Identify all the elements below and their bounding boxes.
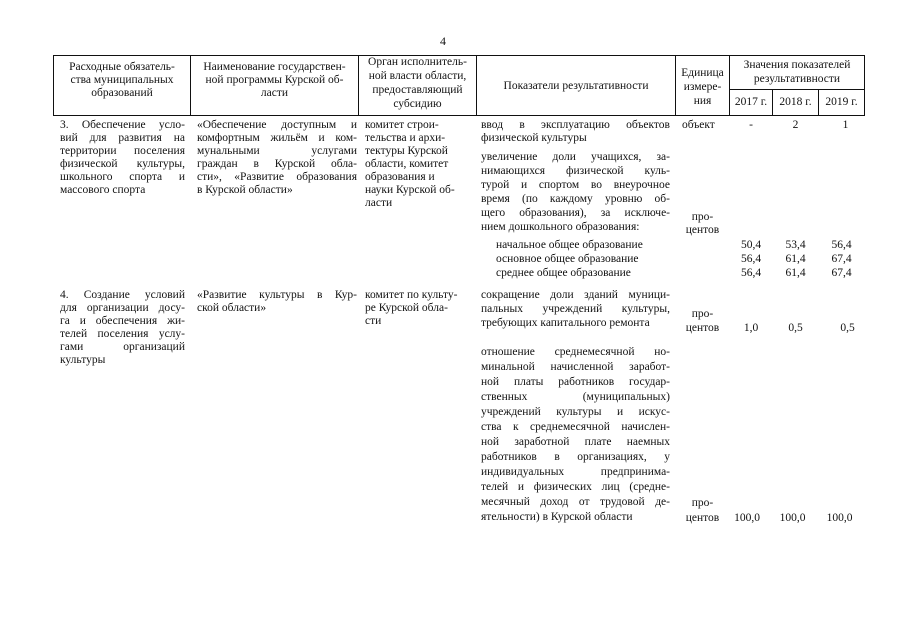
row3-sub3-label: среднее общее образование [496,267,631,279]
header-col3-line4: субсидию [393,98,442,110]
row3-sub2-2019: 67,4 [831,253,852,265]
row3-indicator1-2019: 1 [842,119,849,131]
header-col5-line3: ния [693,95,712,107]
row3-sub3-2018: 61,4 [785,267,806,279]
header-year-2019: 2019 г. [825,96,858,108]
row3-organ-line5: образования и [365,171,435,183]
row3-obligation-line4: физической культуры, [60,158,185,170]
row4-indicator2-line8: работников в организациях, у [481,451,670,463]
row4-indicator1-2018: 0,5 [788,322,803,334]
row4-obligation-line5: гами организаций [60,341,185,353]
row4-indicator2-line1: отношение среднемесячной но- [481,346,670,358]
header-year-2018: 2018 г. [779,96,812,108]
row3-sub1-2017: 50,4 [740,239,762,251]
row3-indicator2-unit-line2: центов [685,224,720,236]
header-col6-line1: Значения показателей [743,59,851,71]
row3-organ-line1: комитет строи- [365,119,439,131]
header-col3-line2: ной власти области, [368,70,467,82]
row4-indicator1-2019: 0,5 [840,322,855,334]
row3-sub3-2017: 56,4 [740,267,762,279]
row3-sub3-2019: 67,4 [831,267,852,279]
row4-indicator2-unit-line2: центов [685,512,720,524]
row4-indicator2-line10: телей и физических лиц (средне- [481,481,670,493]
row4-organ-line3: сти [365,315,382,327]
row4-indicator1-unit-line1: про- [691,308,714,320]
row4-indicator1-unit-line2: центов [685,322,720,334]
row3-indicator1-unit: объект [682,119,715,131]
header-year-2017: 2017 г. [734,96,768,108]
page-number: 4 [440,34,446,48]
row4-indicator2-line4: ственных (муниципальных) [481,391,670,403]
row4-organ-line2: ре Курской обла- [365,302,448,314]
row4-indicator2-line7: ной заработной плате наемных [481,436,670,448]
row4-indicator2-line2: минальной начисленной заработ- [481,361,670,373]
row3-organ-line4: области, комитет [365,158,449,170]
row3-program-line2: комфортным жильём и ком- [197,132,357,144]
header-col3-line1: Орган исполнитель- [368,56,467,68]
header-col2-line2: ной программы Курской об- [205,74,344,86]
row3-obligation-line1: 3. Обеспечение усло- [60,119,185,131]
row4-indicator1-2017: 1,0 [743,322,759,334]
header-col5-line1: Единица [681,67,724,79]
row3-obligation-line6: массового спорта [60,184,146,196]
row3-obligation-line3: территории поселения [60,145,185,157]
row4-obligation-line6: культуры [60,354,106,366]
header-col5-line2: измере- [683,81,722,93]
row3-sub1-label: начальное общее образование [496,239,643,251]
header-col6-line2: результативности [753,73,841,85]
row3-program-line6: в Курской области» [197,184,293,196]
row4-indicator2-2018: 100,0 [779,512,806,524]
row3-sub2-label: основное общее образование [496,253,639,265]
row4-indicator2-2019: 100,0 [826,512,853,524]
header-col1-line1: Расходные обязатель- [69,61,175,73]
row4-obligation-line4: телей поселения услу- [60,328,185,340]
row3-sub2-2017: 56,4 [740,253,762,265]
row4-indicator1-line3: требующих капитального ремонта [481,317,650,329]
row4-obligation-line2: для организации досу- [60,302,185,314]
row4-obligation-line3: га и обеспечения жи- [60,315,185,327]
row3-program-line4: граждан в Курской обла- [197,158,357,170]
row4-obligation-line1: 4. Создание условий [60,289,185,301]
row4-indicator1-line2: пальных учреждений культуры, [481,303,670,315]
row4-program-line1: «Развитие культуры в Кур- [197,289,357,301]
header-col4: Показатели результативности [503,80,649,92]
row4-indicator2-line9: индивидуальных предпринима- [481,466,670,478]
row3-indicator2-line3: турой и спортом во внеурочное [481,179,670,191]
row3-indicator1-line2: физической культуры [481,132,587,144]
row3-indicator1-line1: ввод в эксплуатацию объектов [481,119,670,131]
row3-organ-line3: тектуры Курской [365,145,448,157]
header-col3-line3: предоставляющий [372,84,463,96]
row3-program-line5: сти», «Развитие образования [197,171,357,183]
row4-indicator2-unit-line1: про- [691,497,714,509]
row4-indicator2-line3: ной платы работников государ- [481,376,670,388]
header-col2-line1: Наименование государствен- [203,61,346,73]
row4-indicator2-2017: 100,0 [734,512,760,524]
row3-program-line1: «Обеспечение доступным и [197,119,357,131]
row3-organ-line2: тельства и архи- [365,132,446,144]
row3-organ-line7: ласти [365,197,393,209]
row3-sub2-2018: 61,4 [785,253,806,265]
row4-indicator2-line5: учреждений культуры и искус- [481,406,670,418]
row3-indicator2-unit-line1: про- [691,211,714,223]
row3-obligation-line2: вий для развития на [60,132,185,144]
row3-organ-line6: науки Курской об- [365,184,455,196]
row3-indicator2-line6: нием дошкольного образования: [481,221,640,233]
row4-indicator1-line1: сокращение доли зданий муници- [481,289,670,301]
row3-obligation-line5: школьного спорта и [60,171,185,183]
row4-program-line2: ской области» [197,302,267,314]
row3-indicator2-line5: щего образования), за исключе- [481,207,670,219]
row3-program-line3: мунальными услугами [197,145,357,157]
row4-indicator2-line11: месячный доход от трудовой де- [481,496,670,508]
row3-sub1-2019: 56,4 [831,239,852,251]
header-col1-line3: образований [91,87,153,99]
row3-indicator1-2018: 2 [792,119,799,131]
row3-sub1-2018: 53,4 [785,239,806,251]
row3-indicator2-line4: время (по каждому уровню об- [481,193,670,205]
row4-organ-line1: комитет по культу- [365,289,458,301]
header-col2-line3: ласти [260,87,289,99]
row4-indicator2-line6: ства к среднемесячной начислен- [481,421,670,433]
header-col1-line2: ства муниципальных [70,74,174,86]
row3-indicator1-2017: - [749,119,753,131]
row4-indicator2-line12: ятельности) в Курской области [481,511,633,523]
row3-indicator2-line2: нимающихся физической куль- [481,165,670,177]
row3-indicator2-line1: увеличение доли учащихся, за- [481,151,670,163]
